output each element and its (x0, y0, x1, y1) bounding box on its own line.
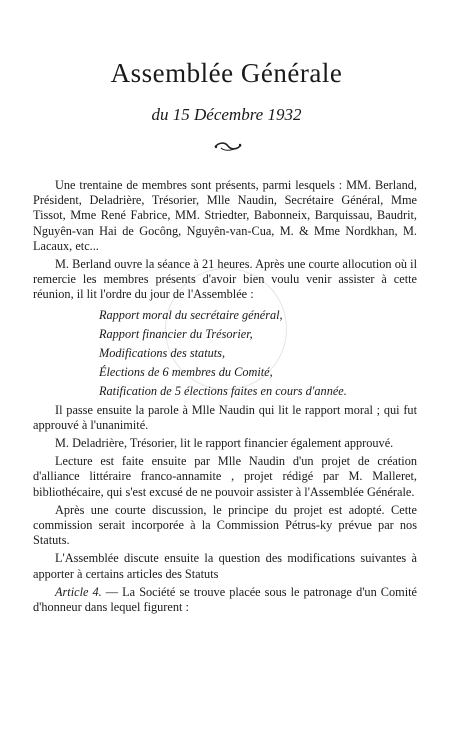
article-label: Article 4. (55, 584, 102, 599)
agenda-item: Modifications des statuts, (99, 345, 226, 360)
paragraph-article-4 (33, 585, 417, 615)
page-title: Assemblée Générale (110, 58, 343, 88)
paragraph-alliance-project: Lecture est faite ensuite par Mlle Naudin d'un projet de création d'alliance littéraire franco-annamite , projet rédigé par M. Malleret, bibliothécaire, qui s'est excusé de ne pouvoir assister à l'Assemblée Générale. (33, 454, 417, 499)
paragraph-financial-report: M. Deladrière, Trésorier, lit le rapport financier également approuvé. (55, 436, 394, 451)
agenda-item: Rapport moral du secrétaire général, (99, 307, 283, 322)
page-subtitle: du 15 Décembre 1932 (151, 105, 302, 124)
paragraph-moral-report: Il passe ensuite la parole à Mlle Naudin qui lit le rapport moral ; qui fut approuvé à l'unanimité. (33, 402, 417, 432)
agenda-item: Élections de 6 membres du Comité, (99, 364, 273, 379)
fleuron-ornament-icon (213, 140, 243, 152)
paragraph-opening: M. Berland ouvre la séance à 21 heures. Après une courte allocution où il remercie les membres présents d'avoir bien voulu venir assister à cette réunion, il lit l'ordre du jour de l'Assemblée : (33, 257, 417, 302)
agenda-item: Rapport financier du Trésorier, (99, 326, 253, 341)
agenda-item: Ratification de 5 élections faites en cours d'année. (99, 383, 347, 398)
paragraph-statutes: L'Assemblée discute ensuite la question des modifications suivantes à apporter à certains articles des Statuts (33, 551, 417, 581)
document-body (33, 178, 417, 618)
paragraph-discussion: Après une courte discussion, le principe du projet est adopté. Cette commission serait incorporée à la Commission Pétrus-ky prévue par nos Statuts. (33, 502, 417, 548)
agenda-list (33, 306, 417, 401)
paragraph-attendees: Une trentaine de membres sont présents, parmi lesquels : MM. Berland, Président, Deladrière, Trésorier, Mlle Naudin, Secrétaire Général, Mme Tissot, Mme René Fabrice, MM. Striedter, Babonneix, Barquissau, Baudrit, Nguyên-van Hai de Gocông, Nguyên-van-Cua, M. & Mme Nordkhan, M. Lacaux, etc... (33, 178, 417, 253)
article-text: — La Société se trouve placée sous le patronage d'un Comité d'honneur dans lequel figurent : (33, 584, 417, 615)
